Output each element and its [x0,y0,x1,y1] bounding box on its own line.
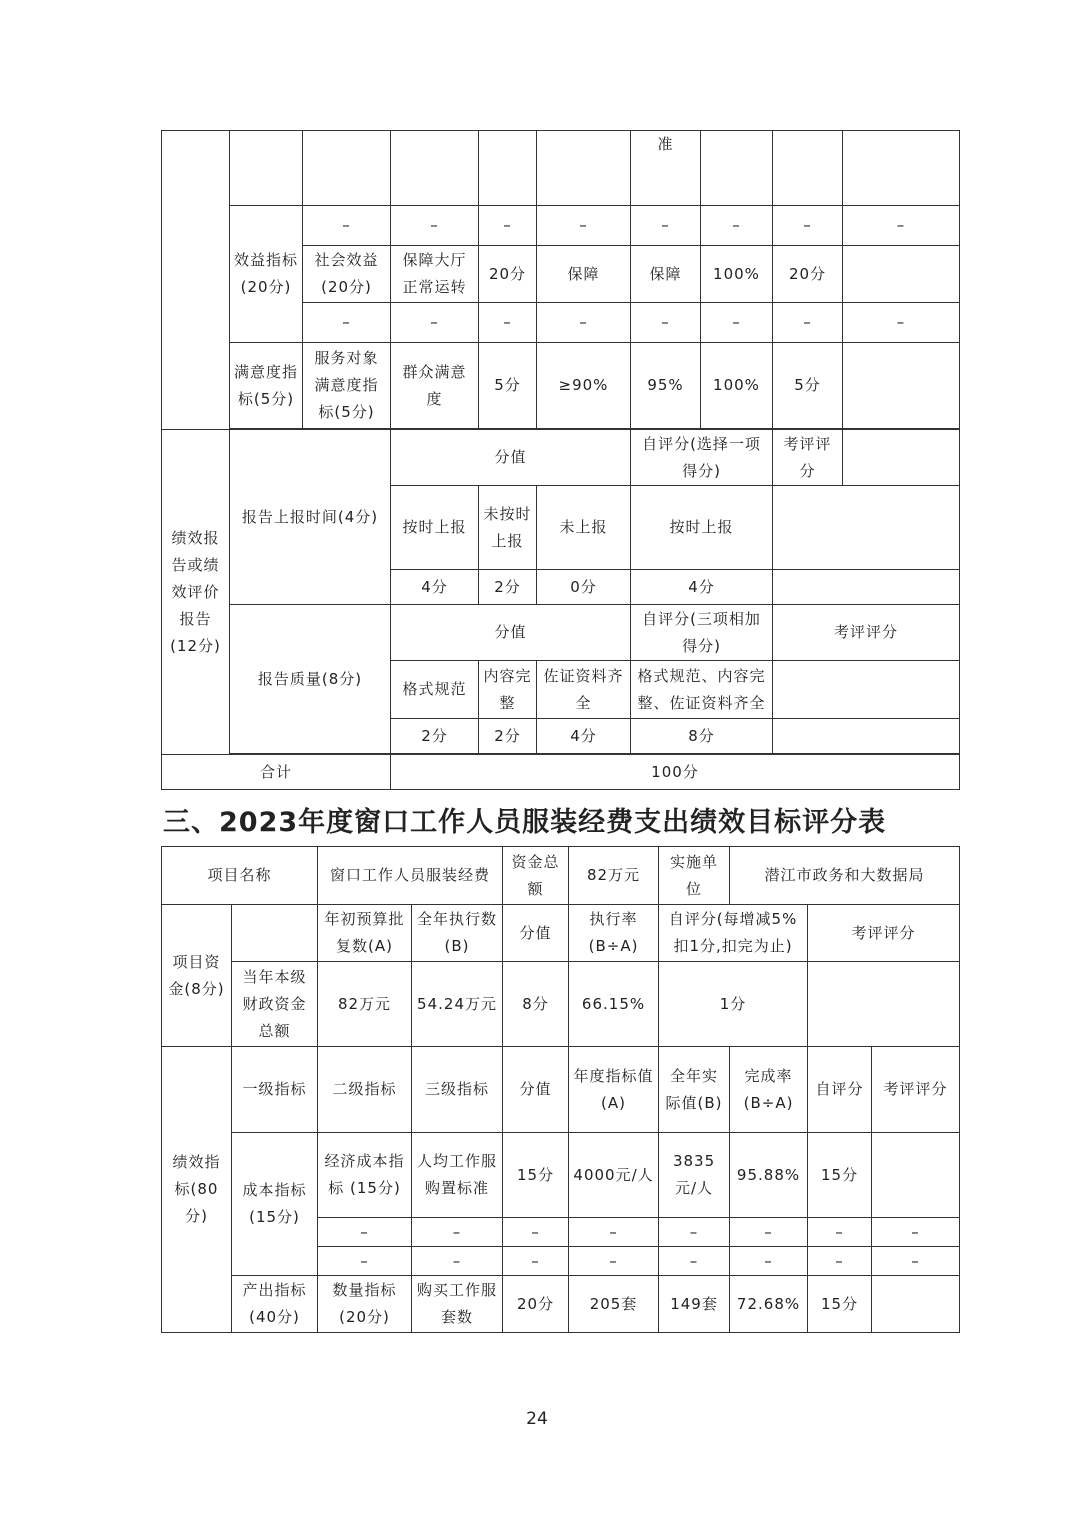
social-benefit-label: 社会效益(20分) [303,246,391,303]
actual-header: 全年实际值(B) [659,1047,730,1133]
performance-table-continued: 准 效益指标(20分) – – – – – – – – 社会效益(20分) 保障大厅正常运转 20分 保障 保障 100% 20分 – – – – – – – – 满意度指标(5分) 服务对象满意度指标(5分) 群众满意度 5分 ≥90% 95% 100% 5分 绩效报告或绩效评价报告(12分) 报告上报时间(4分) 分值 自评分(选择一项得分) 考评评分 按时上报 未按时上报 未上报 按时上报 4分 2分 0分 4分 报告质量(8分) 分值 自评分(三项相加得分) 考评评分 格式规范 内容完整 佐证资料齐全 格式规范、内容完整、佐证资料齐全 2分 2分 4分 8分 合计 100分 [161,130,960,790]
level3-header: 三级指标 [412,1047,503,1133]
output-indicator-label: 产出指标(40分) [232,1276,318,1333]
clothing-fund-table: 项目名称 窗口工作人员服装经费 资金总额 82万元 实施单位 潜江市政务和大数据局 项目资金(8分) 年初预算批复数(A) 全年执行数(B) 分值 执行率(B÷A) 自评分(每增减5%扣1分,扣完为止) 考评评分 当年本级财政资金总额 82万元 54.24万元 8分 66.15% 1分 绩效指标(80分) 一级指标 二级指标 三级指标 分值 年度指标值(A) 全年实际值(B) 完成率(B÷A) 自评分 考评评分 成本指标(15分) 经济成本指标 (15分) 人均工作服购置标准 15分 4000元/人 3835元/人 95.88% 15分 – – – – – – – – – – – – – – – – 产出指标(40分) 数量指标(20分) 购买工作服套数 20分 205套 149套 72.68% 15分 [161,846,960,1333]
output-self-score: 15分 [808,1276,872,1333]
review-score-header: 考评评分 [773,430,843,486]
self-header: 自评分 [808,1047,872,1133]
review-score-header: 考评评分 [773,605,960,661]
review-header: 考评评分 [872,1047,960,1133]
satisfaction-score: 5分 [479,343,537,429]
implementing-unit: 潜江市政务和大数据局 [730,847,960,905]
exec-rate: 66.15% [569,962,659,1047]
benefit-target: 保障 [537,246,631,303]
evidence-label: 佐证资料齐全 [537,661,631,719]
satisfaction-indicator-label: 满意度指标(5分) [230,343,303,429]
benefit-item: 保障大厅正常运转 [391,246,479,303]
not-on-time-label: 未按时上报 [479,486,537,570]
project-name: 窗口工作人员服装经费 [318,847,503,905]
score-header: 分值 [503,1047,569,1133]
rate-header: 完成率(B÷A) [730,1047,808,1133]
total-value: 100分 [391,755,960,790]
review-score-header: 考评评分 [808,905,960,962]
report-label: 绩效报告或绩效评价报告(12分) [162,430,230,755]
project-name-label: 项目名称 [162,847,318,905]
cost-target: 4000元/人 [569,1133,659,1218]
benefit-self-score: 20分 [773,246,843,303]
output-rate: 72.68% [730,1276,808,1333]
unit-label: 实施单位 [659,847,730,905]
cost-indicator-label: 成本指标(15分) [232,1133,318,1276]
target-header: 年度指标值(A) [569,1047,659,1133]
fund-total: 82万元 [569,847,659,905]
project-funds-label: 项目资金(8分) [162,905,232,1047]
on-time-label: 按时上报 [391,486,479,570]
exec-value: 54.24万元 [412,962,503,1047]
cost-actual: 3835元/人 [659,1133,730,1218]
report-time-label: 报告上报时间(4分) [230,430,391,605]
perf-indicators-label: 绩效指标(80分) [162,1047,232,1333]
benefit-actual: 保障 [631,246,701,303]
score-header: 分值 [391,605,631,661]
total-label: 合计 [162,755,391,790]
satisfaction-sub-label: 服务对象满意度指标(5分) [303,343,391,429]
cell-text: 准 [631,131,701,206]
self-time-value: 按时上报 [631,486,773,570]
not-reported-label: 未上报 [537,486,631,570]
self-quality-value: 格式规范、内容完整、佐证资料齐全 [631,661,773,719]
page-number: 24 [526,1409,548,1429]
exec-rate-header: 执行率(B÷A) [569,905,659,962]
benefit-score: 20分 [479,246,537,303]
budget-header: 年初预算批复数(A) [318,905,412,962]
cost-self-score: 15分 [808,1133,872,1218]
score-header: 分值 [503,905,569,962]
category-cell [162,131,230,430]
satisfaction-rate: 100% [701,343,773,429]
fund-total-label: 资金总额 [503,847,569,905]
format-label: 格式规范 [391,661,479,719]
score-header: 分值 [391,430,631,486]
output-score: 20分 [503,1276,569,1333]
output-target: 205套 [569,1276,659,1333]
cost-score: 15分 [503,1133,569,1218]
fund-row-label: 当年本级财政资金总额 [232,962,318,1047]
content-label: 内容完整 [479,661,537,719]
benefit-rate: 100% [701,246,773,303]
level1-header: 一级指标 [232,1047,318,1133]
cost-sub-label: 经济成本指标 (15分) [318,1133,412,1218]
output-sub-label: 数量指标(20分) [318,1276,412,1333]
section-heading: 三、2023年度窗口工作人员服装经费支出绩效目标评分表 [163,807,887,838]
self-score-header: 自评分(三项相加得分) [631,605,773,661]
self-score-header: 自评分(每增减5%扣1分,扣完为止) [659,905,808,962]
cost-item: 人均工作服购置标准 [412,1133,503,1218]
fund-score: 8分 [503,962,569,1047]
benefit-indicator-label: 效益指标(20分) [230,206,303,343]
output-item: 购买工作服套数 [412,1276,503,1333]
satisfaction-actual: 95% [631,343,701,429]
fund-self-score: 1分 [659,962,808,1047]
output-actual: 149套 [659,1276,730,1333]
cost-rate: 95.88% [730,1133,808,1218]
level2-header: 二级指标 [318,1047,412,1133]
budget-value: 82万元 [318,962,412,1047]
exec-header: 全年执行数(B) [412,905,503,962]
satisfaction-self-score: 5分 [773,343,843,429]
satisfaction-target: ≥90% [537,343,631,429]
report-quality-label: 报告质量(8分) [230,605,391,754]
satisfaction-item: 群众满意度 [391,343,479,429]
self-score-header: 自评分(选择一项得分) [631,430,773,486]
